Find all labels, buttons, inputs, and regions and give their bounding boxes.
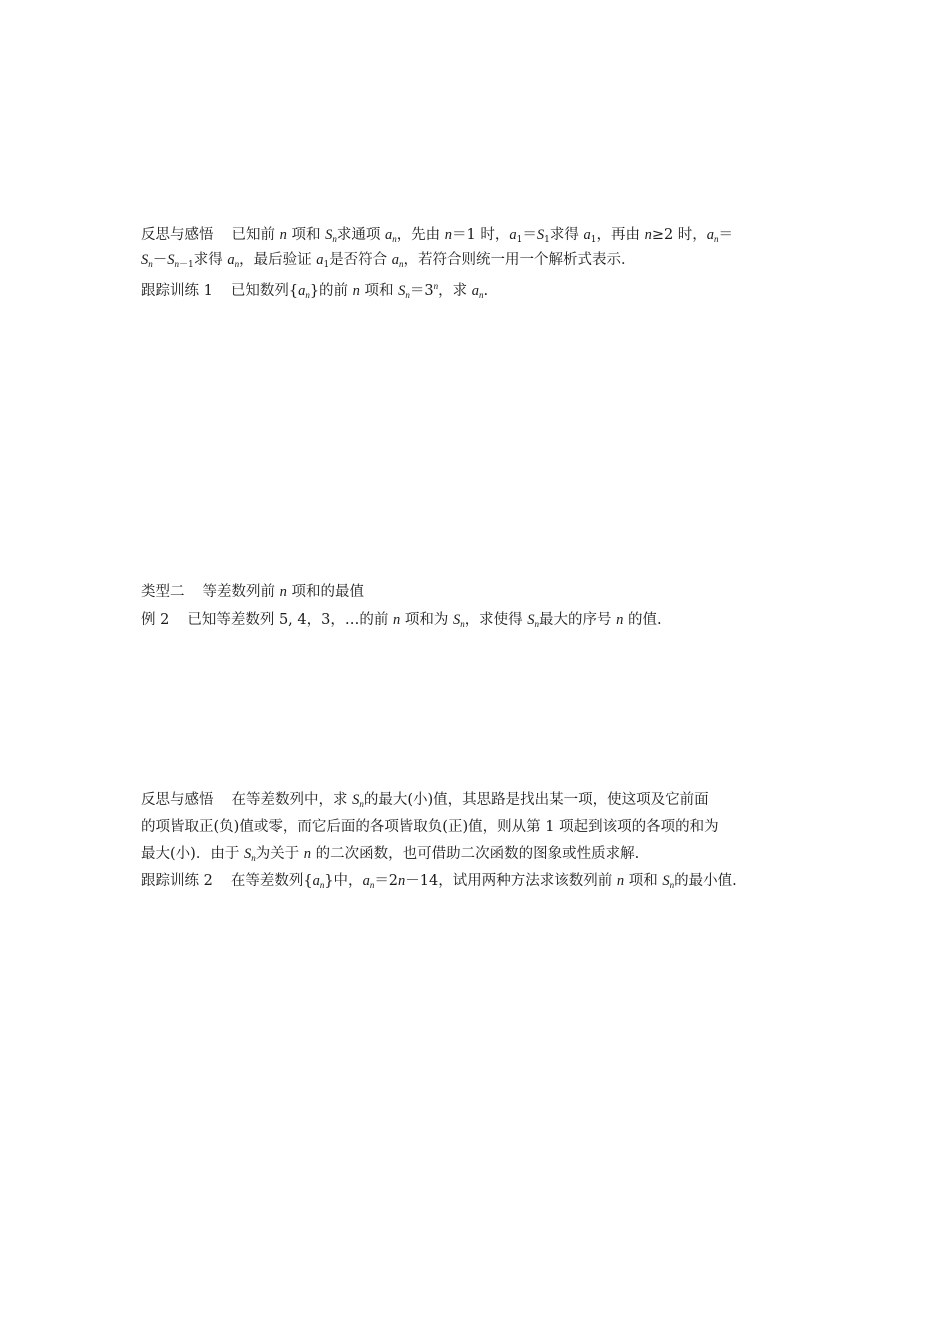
- reflection-2-line-3: [141, 844, 639, 864]
- example-2-heading: 例 2: [141, 612, 170, 628]
- reflection-2-text-1: 在等差数列中，求 $S_n$的最大(小)值，其思路是找出某一项，使这项及它前面: [231, 792, 709, 809]
- exercise-1-heading: 跟踪训练 1: [141, 283, 213, 299]
- reflection-1-line-1: [141, 225, 733, 245]
- reflection-1-line-2: [141, 250, 636, 270]
- example-2-line: [141, 610, 662, 630]
- reflection-2-text-3: 最大(小)．由于 $S_n$为关于 n 的二次函数，也可借助二次函数的图象或性质求解.: [141, 846, 640, 863]
- reflection-1-text-2: $S_n-S_{n-1}$求得 $a_n$，最后验证 $a_1$是否符合 $a_n$，若符合则统一用一个解析式表示．: [141, 252, 636, 270]
- reflection-2-line-2: [141, 817, 719, 837]
- exercise-2-line: [141, 871, 737, 891]
- type-2-line: [141, 582, 364, 602]
- exercise-2-heading: 跟踪训练 2: [141, 873, 213, 889]
- exercise-1-text: 已知数列$\{a_n\}$的前 n 项和 $S_n=3^n$，求 $a_n$.: [230, 281, 489, 300]
- type-2-heading: 类型二: [141, 584, 185, 600]
- reflection-1-heading: 反思与感悟: [141, 227, 214, 243]
- reflection-2-text-2: 的项皆取正(负)值或零，而它后面的各项皆取负(正)值，则从第 1 项起到该项的各项的和为: [141, 819, 719, 835]
- exercise-2-text: 在等差数列$\{a_n\}$中，$a_n=2n-14$，试用两种方法求该数列前 n 项和 $S_n$的最小值.: [230, 873, 737, 890]
- type-2-title: 等差数列前 n 项和的最值: [202, 584, 364, 600]
- example-2-text: 已知等差数列 5, 4，3，…的前 n 项和为 $S_n$，求使得 $S_n$最大的序号 n 的值.: [187, 612, 662, 629]
- reflection-2-heading: 反思与感悟: [141, 792, 214, 808]
- reflection-1-text-1: 已知前 n 项和 $S_n$求通项 $a_n$，先由 n＝1 时，$a_1=S_1$求得 $a_1$，再由 n≥2 时，$a_n=$: [231, 227, 734, 245]
- reflection-2-line-1: [141, 790, 709, 810]
- exercise-1-line: [141, 281, 488, 301]
